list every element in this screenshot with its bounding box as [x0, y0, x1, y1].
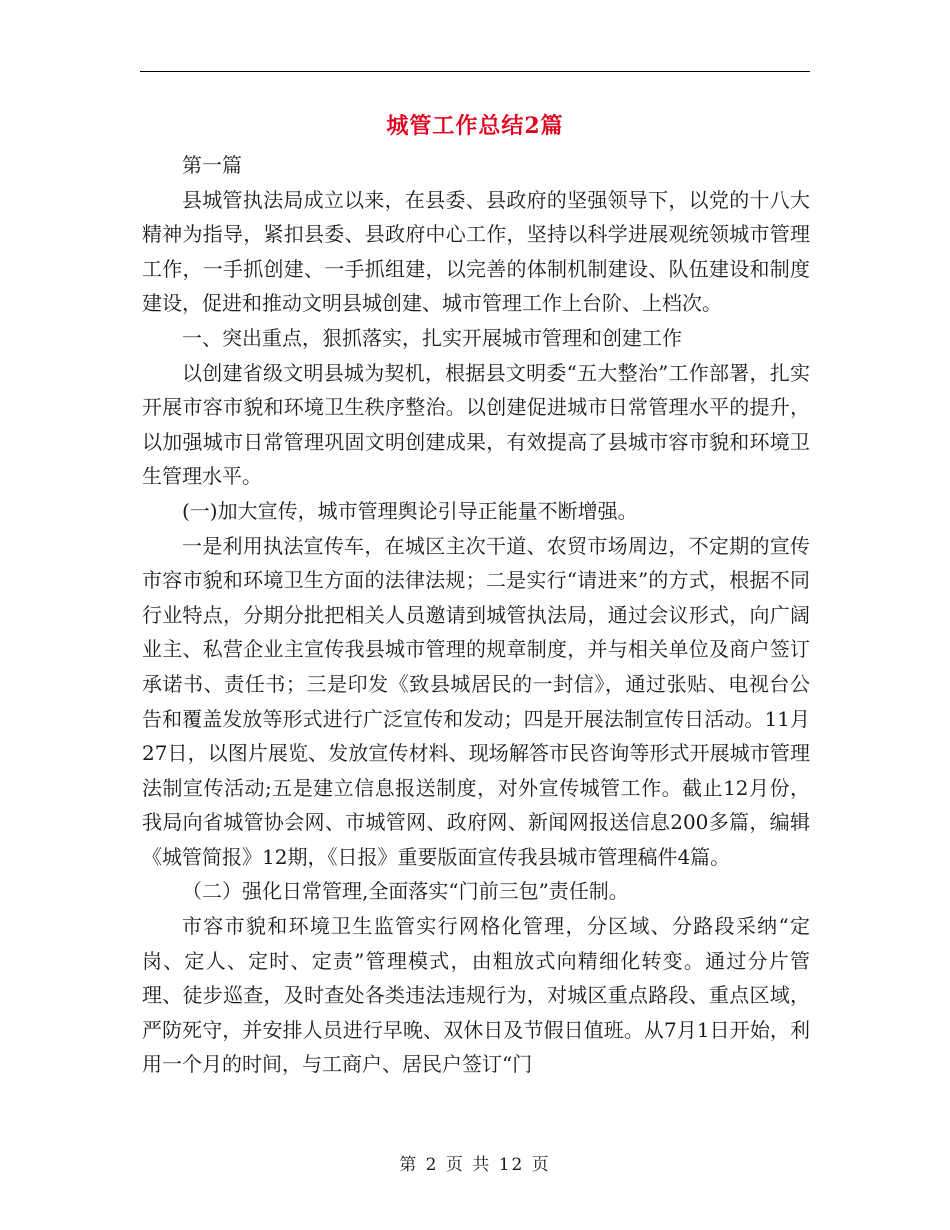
paragraph-section-heading: 第一篇 — [182, 153, 242, 177]
paragraph: 以创建省级文明县城为契机，根据县文明委“五大整治”工作部署，扎实开展市容市貌和环境卫生秩序整治。以创建促进城市日常管理水平的提升，以加强城市日常管理巩固文明创建成果，有效提高了县城市容市貌和环境卫生管理水平。 — [142, 360, 810, 489]
paragraph-subheading: （二）强化日常管理,全面落实“门前三包”责任制。 — [182, 879, 629, 904]
paragraph: 县城管执法局成立以来，在县委、县政府的坚强领导下，以党的十八大精神为指导，紧扣县委、县政府中心工作，坚持以科学进展观统领城市管理工作，一手抓创建、一手抓组建，以完善的体制机制建设、队伍建设和制度建设，促进和推动文明县城创建、城市管理工作上台阶、上档次。 — [142, 187, 810, 316]
paragraph: 一是利用执法宣传车，在城区主次干道、农贸市场周边，不定期的宣传市容市貌和环境卫生方面的法律法规；二是实行“请进来”的方式，根据不同行业特点，分期分批把相关人员邀请到城管执法局，通过会议形式，向广阔业主、私营企业主宣传我县城市管理的规章制度，并与相关单位及商户签订承诺书、责任书；三是印发《致县城居民的一封信》，通过张贴、电视台公告和覆盖发放等形式进行广泛宣传和发动；四是开展法制宣传日活动。11月27日，以图片展览、发放宣传材料、现场解答市民咨询等形式开展城市管理法制宣传活动;五是建立信息报送制度，对外宣传城管工作。截止12月份，我局向省城管协会网、市城管网、政府网、新闻网报送信息200多篇，编辑《城管简报》12期，《日报》重要版面宣传我县城市管理稿件4篇。 — [142, 533, 810, 869]
paragraph-heading: 一、突出重点，狠抓落实，扎实开展城市管理和创建工作 — [182, 325, 682, 350]
header-rule — [140, 71, 810, 72]
document-body — [142, 148, 810, 1082]
paragraph-subheading: (一)加大宣传，城市管理舆论引导正能量不断增强。 — [182, 498, 638, 523]
page-number-footer: 第 2 页 共 12 页 — [399, 1155, 551, 1175]
document-title: 城管工作总结2篇 — [386, 113, 564, 139]
paragraph: 市容市貌和环境卫生监管实行网格化管理，分区域、分路段采纳“定岗、定人、定时、定责”管理模式，由粗放式向精细化转变。通过分片管理、徒步巡查，及时查处各类违法违规行为，对城区重点路段、重点区域，严防死守，并安排人员进行早晚、双休日及节假日值班。从7月1日开始，利用一个月的时间，与工商户、居民户签订“门 — [142, 914, 810, 1077]
